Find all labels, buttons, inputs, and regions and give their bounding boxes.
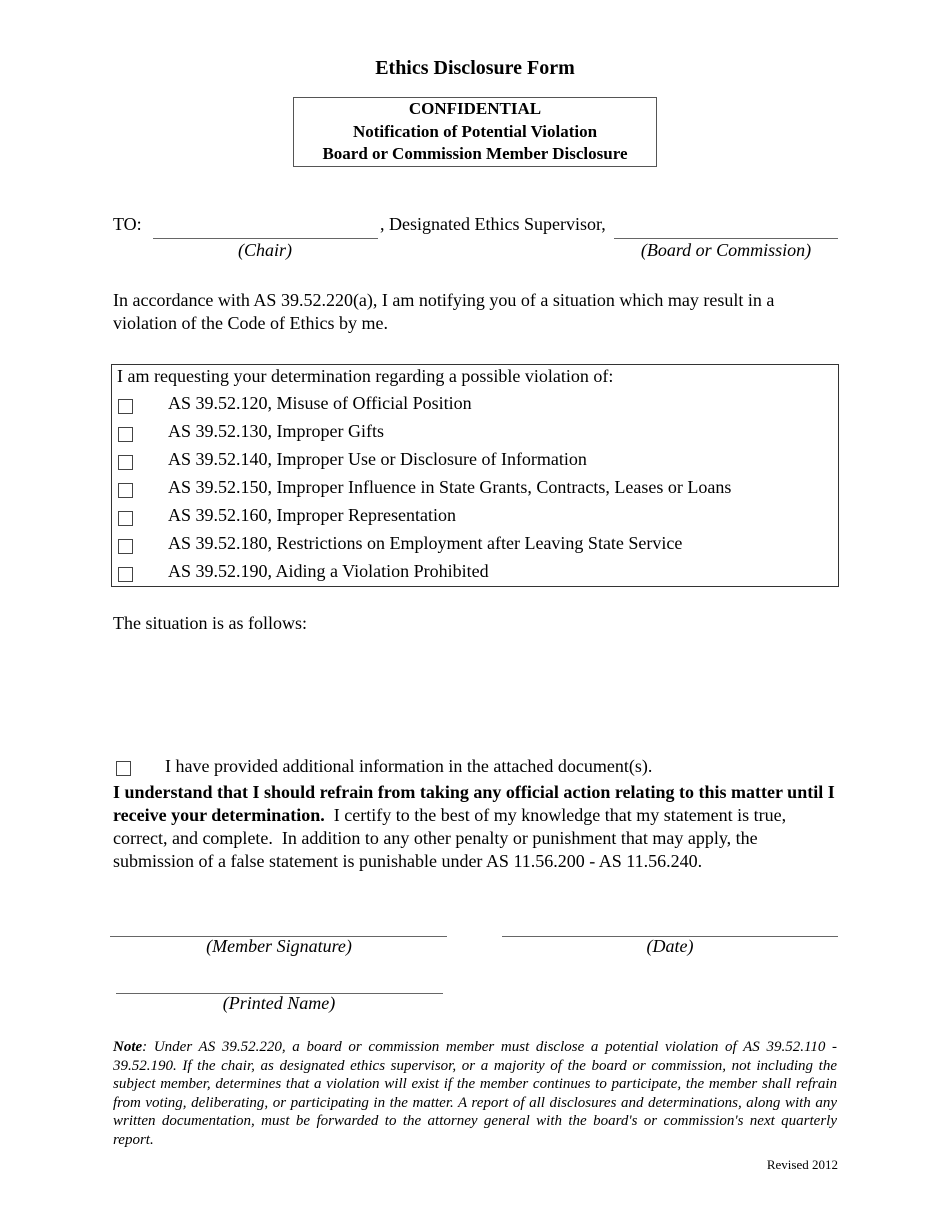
chair-caption: (Chair) (238, 240, 292, 260)
note-label: Note (113, 1039, 143, 1055)
violation-label: AS 39.52.180, Restrictions on Employment after Leaving State Service (168, 533, 683, 553)
violation-checkbox[interactable] (118, 455, 133, 470)
violation-checkbox[interactable] (118, 427, 133, 442)
violation-item (112, 449, 832, 477)
certification-text: I certify to the best of my knowledge that my statement is true, correct, and complete. In addition to any other penalty or punishment that may apply, the submission of a false statement is punishable under AS 11.56.200 - AS 11.56.240. (113, 805, 791, 871)
situation-label: The situation is as follows: (113, 613, 307, 633)
violation-checkbox[interactable] (118, 567, 133, 582)
note-paragraph (113, 1038, 837, 1150)
violation-checkbox[interactable] (118, 399, 133, 414)
notification-label: Notification of Potential Violation (352, 121, 598, 141)
form-title: Ethics Disclosure Form (375, 57, 575, 79)
violation-checkbox[interactable] (118, 511, 133, 526)
board-commission-caption: (Board or Commission) (640, 240, 812, 260)
certification-bold: I understand that I should refrain from taking any official action relating to this matter until I receive your determination. (113, 782, 835, 825)
violation-item (112, 505, 832, 533)
violations-box (111, 364, 839, 587)
violation-checkbox[interactable] (118, 539, 133, 554)
board-commission-field[interactable] (614, 238, 838, 239)
member-signature-caption: (Member Signature) (206, 936, 352, 956)
confidential-header-box (293, 97, 657, 167)
intro-paragraph: In accordance with AS 39.52.220(a), I am notifying you of a situation which may result in a violation of the Code of Ethics by me. (113, 290, 775, 333)
additional-info-checkbox[interactable] (116, 761, 131, 776)
violation-item (112, 533, 832, 561)
violation-item (112, 477, 832, 505)
printed-name-caption: (Printed Name) (222, 993, 336, 1013)
chair-field[interactable] (153, 238, 378, 239)
certification-paragraph (113, 781, 835, 873)
violation-item (112, 393, 832, 421)
violation-label: AS 39.52.130, Improper Gifts (168, 421, 384, 441)
additional-info-label: I have provided additional information in the attached document(s). (165, 756, 653, 776)
to-label: TO: (113, 214, 142, 234)
violation-label: AS 39.52.120, Misuse of Official Position (168, 393, 472, 413)
confidential-label: CONFIDENTIAL (408, 99, 542, 118)
designated-supervisor-text: , Designated Ethics Supervisor, (380, 214, 606, 234)
date-caption: (Date) (646, 936, 694, 956)
violation-label: AS 39.52.190, Aiding a Violation Prohibited (168, 561, 489, 581)
revision-label: Revised 2012 (766, 1157, 838, 1172)
note-text: : Under AS 39.52.220, a board or commission member must disclose a potential violation of AS 39.52.110 - 39.52.190. If the chair, as designated ethics supervisor, or a majority of the board or commission, not including the subject member, determines that a violation will exist if the member continues to participate, the member shall refrain from voting, deliberating, or participating in the matter. A report of all disclosures and determinations, along with any written documentation, must be forwarded to the attorney general with the board's or commission's next quarterly report. (113, 1039, 837, 1148)
disclosure-type-label: Board or Commission Member Disclosure (322, 144, 628, 163)
violation-label: AS 39.52.150, Improper Influence in State Grants, Contracts, Leases or Loans (168, 477, 732, 497)
violation-item (112, 561, 832, 589)
violations-heading: I am requesting your determination regarding a possible violation of: (117, 366, 614, 386)
violation-label: AS 39.52.160, Improper Representation (168, 505, 456, 525)
violation-checkbox[interactable] (118, 483, 133, 498)
violation-label: AS 39.52.140, Improper Use or Disclosure of Information (168, 449, 587, 469)
violation-item (112, 421, 832, 449)
situation-text-area[interactable] (113, 640, 838, 745)
